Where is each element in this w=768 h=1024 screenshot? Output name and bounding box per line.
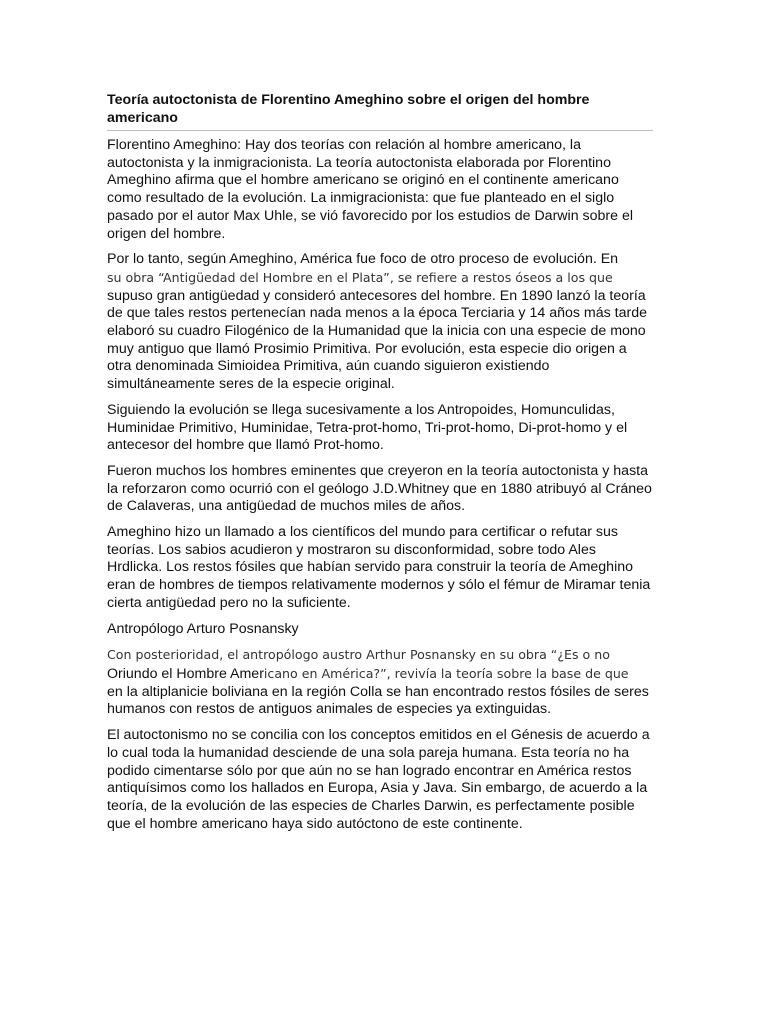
- paragraph-hrdlicka: Ameghino hizo un llamado a los científicos del mundo para certificar o refutar sus teorías. Los sabios acudieron y mostraron su disconformidad, sobre todo Ales Hrdlicka. Los restos fósiles que habían servido para construir la teoría de Ameghino eran de hombres de tiempos relativamente modernos y sólo el fémur de Miramar tenia cierta antigüedad pero no la suficiente.: [107, 524, 651, 611]
- paragraph-conclusion: El autoctonismo no se concilia con los conceptos emitidos en el Génesis de acuerdo a lo cual toda la humanidad desciende de una sola pareja humana. Esta teoría no ha podido cimentarse sólo por que aún no se han logrado encontrar en América restos antiquísimos como los hallados en Europa, Asia y Java. Sin embargo, de acuerdo a la teoría, de la evolución de las especies de Charles Darwin, es perfectamente posible que el hombre americano haya sido autóctono de este continente.: [107, 727, 650, 832]
- paragraph-ameghino-evolution: [107, 251, 653, 394]
- paragraph-intro: Florentino Ameghino: Hay dos teorías con relación al hombre americano, la autoctonista y la inmigracionista. La teoría autoctonista elaborada por Florentino Ameghino afirma que el hombre americano se originó en el continente americano como resultado de la evolución. La inmigracionista: que fue planteado en el siglo pasado por el autor Max Uhle, se vió favorecido por los estudios de Darwin sobre el origen del hombre.: [107, 137, 634, 242]
- paragraph-text: en la altiplanicie boliviana en la región Colla se han encontrado restos fósiles de seres humanos con restos de antiguos animales de especies ya extinguidas.: [107, 683, 649, 718]
- paragraph-evolution-sequence: Siguiendo la evolución se llega sucesivamente a los Antropoides, Homunculidas, Huminidae Primitivo, Huminidae, Tetra-prot-homo, Tri-prot-homo, Di-prot-homo y el antecesor del hombre que llamó Prot-homo.: [107, 401, 628, 454]
- paragraph-text-alt-font: icano en América?”, revivía la teoría sobre la base de que: [263, 665, 629, 681]
- section-heading-posnansky: Antropólogo Arturo Posnansky: [107, 620, 299, 637]
- paragraph-text-alt-font: su obra “Antigüedad del Hombre en el Plata”, se refiere a restos óseos a los que: [107, 269, 613, 285]
- paragraph-text: Por lo tanto, según Ameghino, América fue foco de otro proceso de evolución. En: [107, 251, 619, 268]
- paragraph-posnansky: [107, 646, 653, 719]
- paragraph-text: supuso gran antigüedad y consideró antecesores del hombre. En 1890 lanzó la teoría de que tales restos pertenecían nada menos a la época Terciaria y 14 años más tarde elaboró su cuadro Filogénico de la Humanidad que la inicia con una especie de mono muy antiguo que llamó Prosimio Primitiva. Por evolución, esta especie dio origen a otra denominada Simioidea Primitiva, aún cuando siguieron existiendo simultáneamente seres de la especie original.: [107, 287, 647, 393]
- paragraph-whitney: Fueron muchos los hombres eminentes que creyeron en la teoría autoctonista y hasta la reforzaron como ocurrió con el geólogo J.D.Whitney que en 1880 atribuyó al Cráneo de Calaveras, una antigüedad de muchos miles de años.: [107, 462, 652, 515]
- paragraph-text-alt-font: Con posterioridad, el antropólogo austro Arthur Posnansky en su obra “¿Es o no: [107, 647, 610, 663]
- document-title: Teoría autoctonista de Florentino Ameghino sobre el origen del hombre americano: [107, 92, 653, 131]
- paragraph-text: Oriundo el Hombre Amer: [107, 665, 264, 682]
- document-page: [107, 92, 653, 833]
